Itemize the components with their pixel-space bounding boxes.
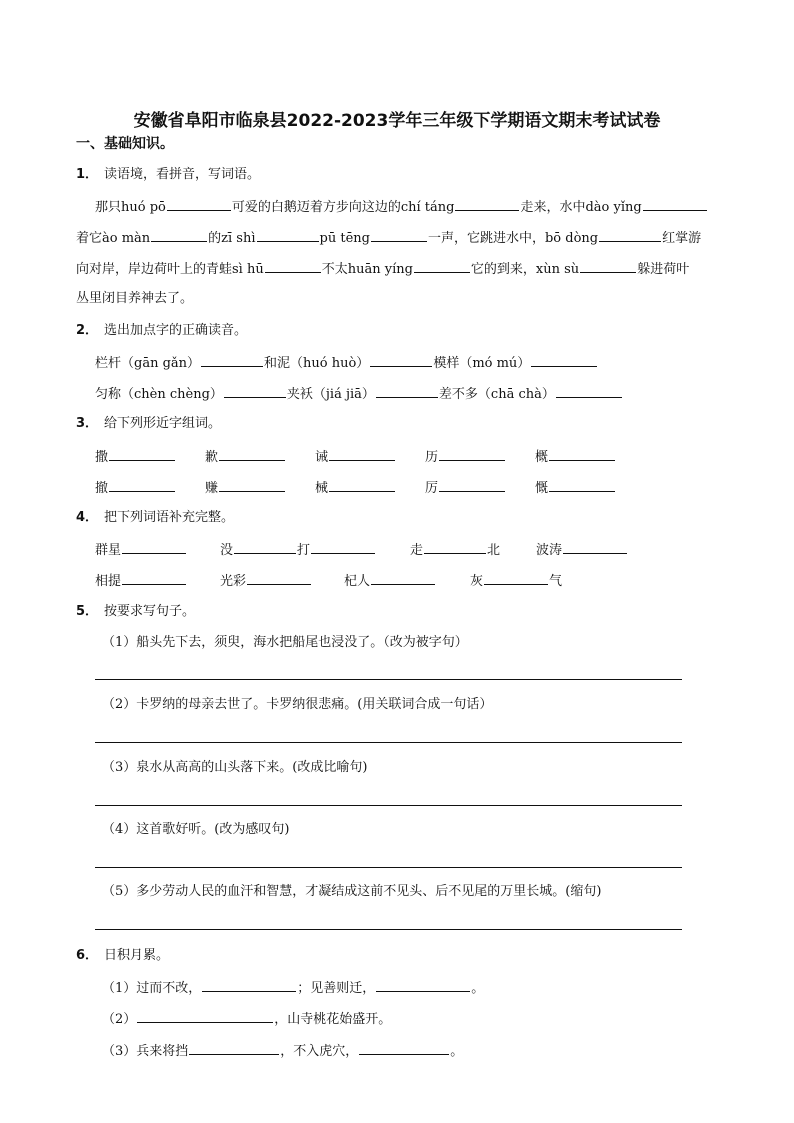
answer-blank[interactable] (370, 352, 432, 367)
q5-item-2: （2）卡罗纳的母亲去世了。卡罗纳很悲痛。(用关联词合成一句话） (102, 697, 493, 712)
answer-blank[interactable] (219, 446, 285, 461)
word: 没 (220, 543, 234, 558)
q4-item (95, 539, 187, 561)
answer-blank[interactable] (439, 446, 505, 461)
answer-blank[interactable] (329, 477, 395, 492)
q4-item (536, 539, 628, 561)
char: 历 (425, 450, 439, 465)
q1-text: 红掌游 (662, 231, 702, 246)
answer-blank[interactable] (376, 383, 438, 398)
question-prompt: 给下列形近字组词。 (104, 416, 222, 431)
q1-line-1 (95, 196, 708, 218)
q5-item-5: （5）多少劳动人民的血汗和智慧，才凝结成这前不见头、后不见尾的万里长城。(缩句) (102, 884, 602, 899)
question-prompt: 读语境，看拼音，写词语。 (104, 167, 261, 182)
answer-blank[interactable] (643, 196, 707, 211)
q1-line-3 (76, 258, 689, 280)
q3-item (535, 477, 616, 499)
q6-text: （3）兵来将挡 (102, 1044, 189, 1059)
answer-blank[interactable] (329, 446, 395, 461)
q3-item (535, 446, 616, 468)
question-3 (76, 414, 221, 434)
answer-blank[interactable] (137, 1008, 273, 1023)
answer-blank[interactable] (311, 539, 375, 554)
answer-line[interactable] (95, 867, 682, 868)
answer-blank[interactable] (122, 539, 186, 554)
q2-item: 差不多（chā chà） (438, 387, 555, 402)
char: 诫 (315, 450, 329, 465)
answer-blank[interactable] (257, 227, 319, 242)
answer-line[interactable] (95, 679, 682, 680)
word: 群星 (95, 543, 122, 558)
q2-item: 匀称（chèn chèng） (95, 387, 223, 402)
answer-line[interactable] (95, 742, 682, 743)
q4-item (220, 539, 376, 561)
q1-text: 着它ào màn (76, 231, 151, 246)
char: 歉 (205, 450, 219, 465)
q6-item-3 (102, 1040, 463, 1062)
answer-blank[interactable] (201, 352, 263, 367)
q1-line-2 (76, 227, 701, 249)
q1-text: 一声，它跳进水中，bō dòng (427, 231, 599, 246)
answer-line[interactable] (95, 805, 682, 806)
q5-item-1: （1）船头先下去，须臾，海水把船尾也浸没了。（改为被字句） (102, 635, 468, 650)
q3-item (425, 446, 506, 468)
word: 灰 (470, 574, 484, 589)
question-6 (76, 946, 169, 966)
answer-blank[interactable] (247, 570, 311, 585)
answer-blank[interactable] (151, 227, 207, 242)
answer-blank[interactable] (265, 258, 321, 273)
answer-blank[interactable] (122, 570, 186, 585)
question-number: 5． (76, 604, 99, 619)
q1-text: pū tēng (319, 231, 370, 246)
answer-blank[interactable] (455, 196, 519, 211)
q1-line-4: 丛里闭目养神去了。 (76, 291, 194, 306)
q6-text: 。 (471, 981, 485, 996)
word: 北 (487, 543, 501, 558)
answer-blank[interactable] (599, 227, 661, 242)
q1-text: 可爱的白鹅迈着方步向这边的chí táng (231, 200, 455, 215)
question-number: 1． (76, 167, 99, 182)
answer-blank[interactable] (371, 570, 435, 585)
char: 械 (315, 481, 329, 496)
word: 气 (549, 574, 563, 589)
question-4 (76, 508, 234, 528)
exam-title: 安徽省阜阳市临泉县2022-2023学年三年级下学期语文期末考试试卷 (133, 111, 661, 131)
q2-item: 栏杆（gān gǎn） (95, 356, 201, 371)
question-number: 4． (76, 510, 99, 525)
q6-text: ，不入虎穴， (280, 1044, 359, 1059)
question-prompt: 选出加点字的正确读音。 (104, 323, 248, 338)
q1-text: 向对岸，岸边荷叶上的青蛙sì hū (76, 262, 264, 277)
question-5 (76, 602, 195, 622)
q3-item (315, 446, 396, 468)
q4-item (470, 570, 562, 592)
answer-blank[interactable] (414, 258, 470, 273)
answer-blank[interactable] (219, 477, 285, 492)
answer-blank[interactable] (224, 383, 286, 398)
q6-item-2 (102, 1008, 391, 1030)
answer-blank[interactable] (109, 446, 175, 461)
answer-blank[interactable] (549, 477, 615, 492)
answer-blank[interactable] (424, 539, 486, 554)
q2-row-2 (95, 383, 623, 405)
answer-blank[interactable] (202, 977, 296, 992)
q3-item (95, 446, 176, 468)
q6-text: 。 (450, 1044, 464, 1059)
q3-item (205, 446, 286, 468)
char: 慨 (535, 481, 549, 496)
answer-blank[interactable] (371, 227, 427, 242)
char: 撒 (95, 450, 109, 465)
question-number: 2． (76, 323, 99, 338)
q6-item-1 (102, 977, 484, 999)
question-prompt: 日积月累。 (104, 948, 170, 963)
question-number: 3． (76, 416, 99, 431)
q1-text: 它的到来，xùn sù (470, 262, 580, 277)
word: 打 (297, 543, 311, 558)
q3-item (205, 477, 286, 499)
question-prompt: 把下列词语补充完整。 (104, 510, 235, 525)
q6-text: ，山寺桃花始盛开。 (274, 1012, 392, 1027)
section-heading-basics: 一、基础知识。 (76, 136, 174, 152)
word: 走 (410, 543, 424, 558)
q3-item (425, 477, 506, 499)
q4-item (344, 570, 436, 592)
q2-item: 夹袄（jiá jiā） (286, 387, 375, 402)
answer-line[interactable] (95, 929, 682, 930)
q1-text: 走来，水中dào yǐng (520, 200, 642, 215)
answer-blank[interactable] (189, 1040, 279, 1055)
char: 赚 (205, 481, 219, 496)
answer-blank[interactable] (563, 539, 627, 554)
q4-item (220, 570, 312, 592)
word: 波涛 (536, 543, 563, 558)
q6-text: （2） (102, 1012, 137, 1027)
q2-row-1 (95, 352, 598, 374)
word: 相提 (95, 574, 122, 589)
answer-blank[interactable] (549, 446, 615, 461)
answer-blank[interactable] (439, 477, 505, 492)
char: 概 (535, 450, 549, 465)
char: 撤 (95, 481, 109, 496)
q3-item (315, 477, 396, 499)
answer-blank[interactable] (359, 1040, 449, 1055)
answer-blank[interactable] (167, 196, 231, 211)
answer-blank[interactable] (109, 477, 175, 492)
q5-item-3: （3）泉水从高高的山头落下来。(改成比喻句) (102, 760, 368, 775)
q6-text: ；见善则迁， (297, 981, 376, 996)
answer-blank[interactable] (234, 539, 296, 554)
answer-blank[interactable] (531, 352, 597, 367)
question-2 (76, 321, 247, 341)
question-1 (76, 165, 260, 185)
char: 厉 (425, 481, 439, 496)
word: 光彩 (220, 574, 247, 589)
answer-blank[interactable] (376, 977, 470, 992)
answer-blank[interactable] (556, 383, 622, 398)
q1-text: 的zī shì (208, 231, 256, 246)
answer-blank[interactable] (580, 258, 636, 273)
q2-item: 和泥（huó huò） (264, 356, 370, 371)
q4-item (410, 539, 500, 561)
q6-text: （1）过而不改， (102, 981, 202, 996)
q2-item: 模样（mó mú） (433, 356, 531, 371)
question-prompt: 按要求写句子。 (104, 604, 196, 619)
q5-item-4: （4）这首歌好听。(改为感叹句) (102, 822, 290, 837)
q1-text: 那只huó pō (95, 200, 166, 215)
question-number: 6． (76, 948, 99, 963)
q3-item (95, 477, 176, 499)
q1-text: 不太huān yíng (321, 262, 413, 277)
q4-item (95, 570, 187, 592)
word: 杞人 (344, 574, 371, 589)
answer-blank[interactable] (484, 570, 548, 585)
q1-text: 躲进荷叶 (637, 262, 690, 277)
